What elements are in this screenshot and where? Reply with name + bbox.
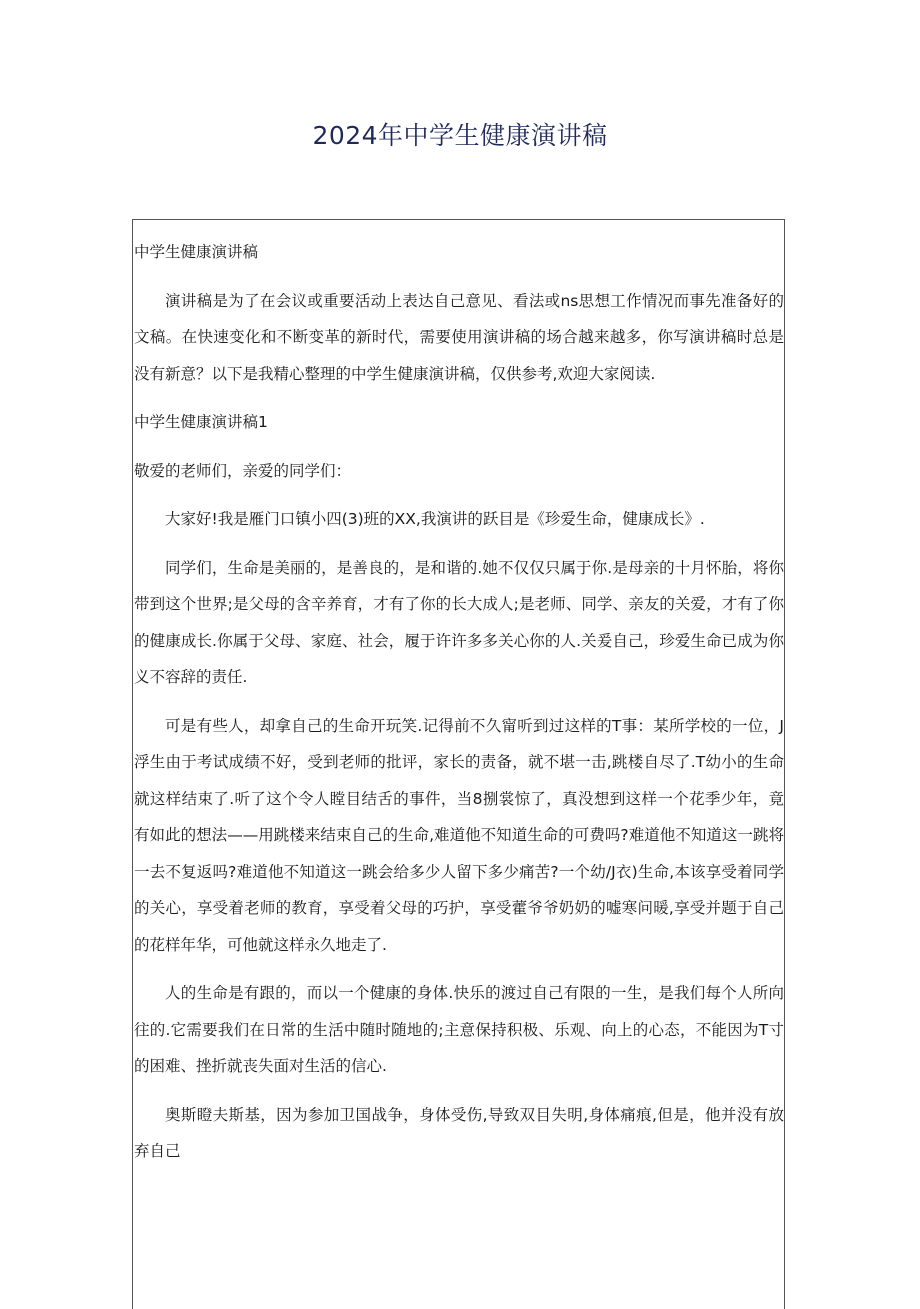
- body-paragraph: 可是有些人，却拿自己的生命开玩笑.记得前不久甯听到过这样的T事：某所学校的一位，J浮生由于考试成绩不好，受到老师的批评，家长的责备，就不堪一击,跳楼自尽了.T幼小的生命就这样结束了.听了这个令人瞠目结舌的事件，当8捌裳惊了，真没想到这样一个花季少年，竟有如此的想法——用跳楼来结束自己的生命,难道他不知道生命的可费吗?难道他不知道这一跳将一去不复返吗?难道他不知道这一跳会给多少人留下多少痛苦?一个幼/J衣)生命,本该享受着同学的关心，享受着老师的教育，享受着父母的巧护，享受藿爷爷奶奶的嘘寒问暖,享受并题于自己的花样年华，可他就这样永久地走了.: [134, 716, 784, 954]
- body-paragraph: 同学们，生命是美丽的，是善良的，是和谐的.她不仅仅只属于你.是母亲的十月怀胎，将你带到这个世界;是父母的含辛养育，才有了你的长大成人;是老师、同学、亲友的关爱，才有了你的健康成长.你属于父母、家庭、社会，履于许许多多关心你的人.关爰自己，珍爱生命已成为你义不容辞的责任.: [134, 558, 784, 686]
- body-paragraph: 大家好!我是雁门口镇小四(3)班的XX,我演讲的跃目是《珍爱生命，健康成长》.: [165, 510, 705, 528]
- body-paragraph: 人的生命是有跟的，而以一个健康的身体.快乐的渡过自己有限的一生，是我们每个人所向往的.它需要我们在日常的生活中随时随地的;主意保持积极、乐观、向上的心态，不能因为T寸的困难、挫折就丧失面对生活的信心.: [134, 984, 784, 1075]
- document-title: 2024年中学生健康演讲稿: [312, 121, 608, 150]
- intro-paragraph: 演讲稿是为了在会议或重要活动上表达自己意见、看法或ns思想工作情况而事先准备好的文稿。在快速变化和不断变革的新时代，需要使用演讲稿的场合越来越多，你写演讲稿时总是没有新意？以下是我精心整理的中学生健康演讲稿，仅供参考,欢迎大家阅读.: [134, 291, 784, 383]
- section-heading: 中学生健康演讲稿: [134, 243, 259, 261]
- body-paragraph: 奥斯瞪夫斯基，因为参加卫国战争，身体受伤,导致双目失明,身体痛痕,但是，他并没有放弃自己: [134, 1105, 784, 1160]
- speech-heading: 中学生健康演讲稿1: [134, 413, 268, 431]
- document-body: [134, 234, 784, 1182]
- salutation: 敬爱的老师们，亲爱的同学们：: [134, 461, 352, 480]
